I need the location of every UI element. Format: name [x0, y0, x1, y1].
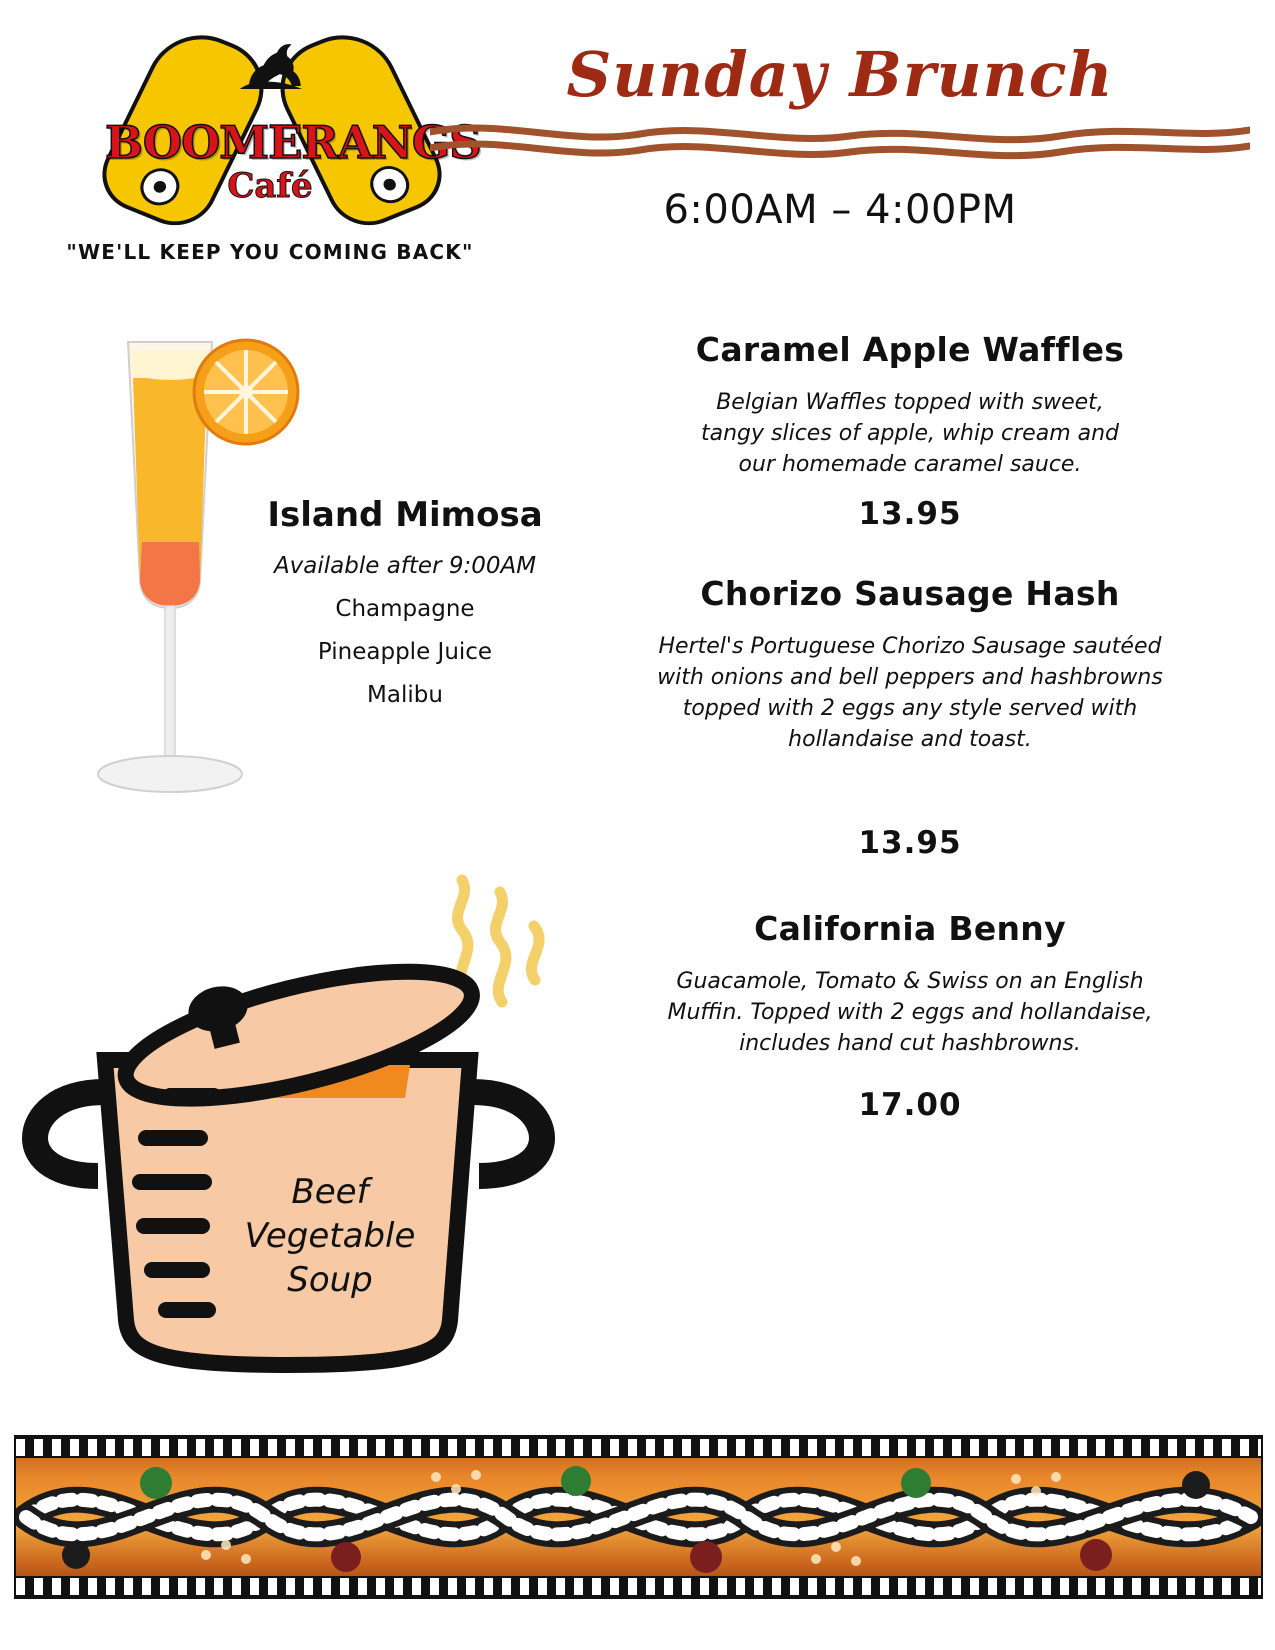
menu-item-price: 13.95	[858, 825, 962, 861]
drink-ingredient: Champagne	[335, 596, 475, 622]
drink-ingredient: Pineapple Juice	[317, 639, 493, 665]
logo-sub-wordmark: Café	[227, 166, 313, 206]
brand-tagline: "WE'LL KEEP YOU COMING BACK"	[66, 240, 474, 264]
menu-item-title: Chorizo Sausage Hash	[700, 574, 1120, 613]
logo-wordmark: BOOMERANGS	[105, 116, 481, 169]
menu-item-title: California Benny	[754, 909, 1066, 948]
soup-label-line: Soup	[287, 1260, 373, 1300]
band-top-border	[16, 1437, 1261, 1458]
menu-item-title: Caramel Apple Waffles	[695, 330, 1125, 369]
menu-header	[0, 0, 1275, 290]
boomerang-logo-art	[105, 18, 481, 223]
menu-item-california-benny	[600, 909, 1220, 1123]
menu-item-chorizo-sausage-hash	[600, 574, 1220, 861]
drink-availability: Available after 9:00AM	[273, 553, 537, 579]
mimosa-text-block	[215, 495, 595, 708]
menu-item-price: 17.00	[858, 1087, 962, 1123]
aboriginal-art-band	[14, 1435, 1263, 1599]
soup-pot-image	[10, 830, 580, 1390]
kangaroo-icon	[233, 40, 309, 92]
menu-items-column	[600, 330, 1220, 1133]
service-hours: 6:00AM – 4:00PM	[663, 187, 1017, 233]
drink-title: Island Mimosa	[267, 495, 543, 535]
drink-ingredient: Malibu	[367, 682, 443, 708]
soup-label-line: Beef	[291, 1172, 369, 1212]
menu-item-description: Belgian Waffles topped with sweet, tangy slices of apple, whip cream and our homemade caramel sauce.	[700, 390, 1120, 477]
menu-item-description: Guacamole, Tomato & Swiss on an English Muffin. Topped with 2 eggs and hollandaise, includes hand cut hashbrowns.	[667, 969, 1153, 1056]
band-bottom-border	[16, 1576, 1261, 1597]
soup-label-line: Vegetable	[244, 1216, 416, 1256]
title-block	[430, 40, 1250, 233]
menu-item-price: 13.95	[858, 496, 962, 532]
decorative-squiggle-divider	[430, 116, 1250, 168]
page-title: Sunday Brunch	[566, 38, 1114, 111]
soup-label	[215, 1170, 445, 1302]
menu-item-caramel-apple-waffles	[600, 330, 1220, 532]
menu-item-description: Hertel's Portuguese Chorizo Sausage sautéed with onions and bell peppers and hashbrowns topped with 2 eggs any style served with hollandaise and toast.	[657, 634, 1163, 752]
